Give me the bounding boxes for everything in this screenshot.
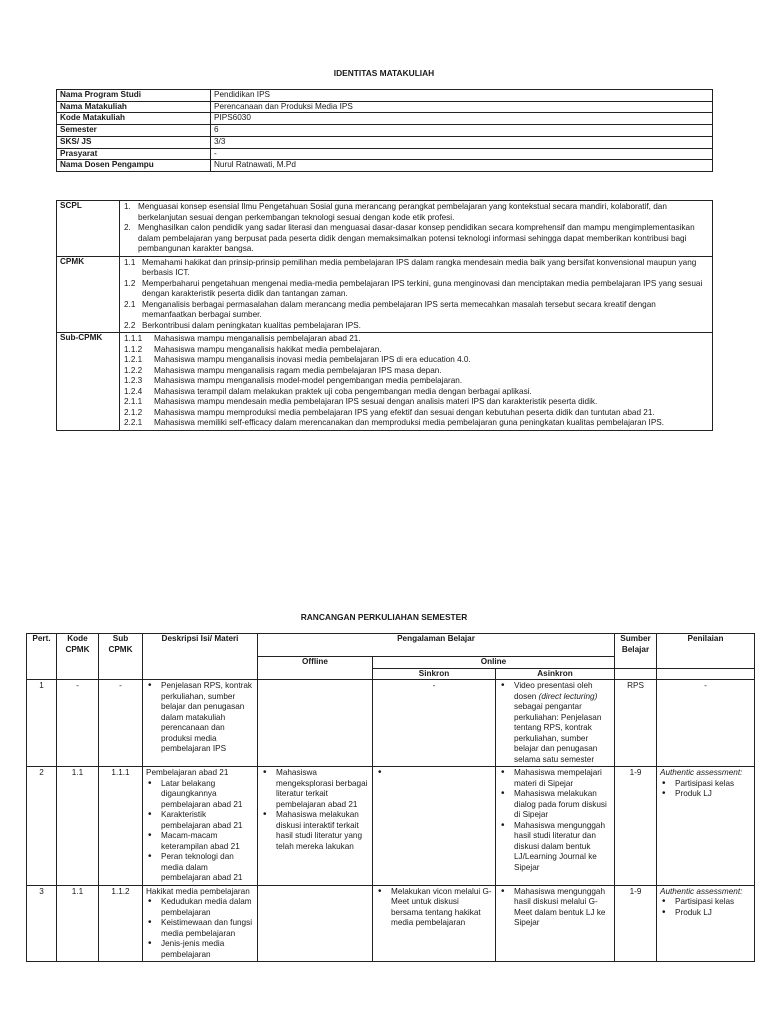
list-item: • Karakteristik pembelajaran abad 21 xyxy=(146,810,254,831)
header-empty xyxy=(615,668,657,680)
item-text: Video presentasi oleh dosen xyxy=(514,681,593,701)
rps-title: RANCANGAN PERKULIAHAN SEMESTER xyxy=(300,612,468,622)
cell-heading: Pembelajaran abad 21 xyxy=(146,768,229,777)
cell-sinkron: - xyxy=(373,680,496,767)
item-number: 1.1.2 xyxy=(124,344,143,354)
cpmk-list xyxy=(120,256,713,333)
item-text: Memahami hakikat dan prinsip-prinsip pemilihan media pembelajaran IPS dalam rangka mendesain media baik yang bersifat konvensional maupun yang berbasis ICT. xyxy=(142,257,697,277)
list-item xyxy=(124,279,708,300)
list-item: • Partisipasi kelas xyxy=(660,897,751,908)
subcpmk-list xyxy=(120,333,713,431)
list-item: • Partisipasi kelas xyxy=(660,779,751,790)
header-sinkron: Sinkron xyxy=(373,668,496,680)
table-row xyxy=(27,885,755,962)
header-asinkron: Asinkron xyxy=(496,668,615,680)
header-pengalaman-belajar: Pengalaman Belajar xyxy=(258,634,615,657)
list-item xyxy=(124,345,708,356)
item-number: 2.1.1 xyxy=(124,397,143,406)
cell-pert: 1 xyxy=(27,680,57,767)
cell-kode-cpmk: - xyxy=(57,680,99,767)
outcomes-table xyxy=(56,200,713,431)
item-number: 1.1.1 xyxy=(124,334,143,343)
item-text: Mahasiswa mampu memproduksi media pembelajaran IPS yang efektif dan sesuai dengan kebutuhan peserta didik dan tuntutan abad 21. xyxy=(154,407,655,417)
list-item: • Mahasiswa mengunggah hasil studi literatur dan diskusi dalam bentuk LJ/Learning Journal ke Sipejar xyxy=(499,821,611,874)
item-text: Berkontribusi dalam peningkatan kualitas pembelajaran IPS. xyxy=(142,320,361,330)
identity-label: Prasyarat xyxy=(57,148,211,160)
item-number: 1.2.4 xyxy=(124,386,143,396)
table-row xyxy=(27,680,755,767)
cell-pert: 2 xyxy=(27,767,57,886)
cell-penilaian xyxy=(657,767,755,886)
table-row xyxy=(57,148,713,160)
identity-label: SKS/ JS xyxy=(57,136,211,148)
list-item: • Latar belakang digaungkannya pembelajaran abad 21 xyxy=(146,779,254,811)
rps-table xyxy=(26,633,755,962)
cell-sumber: 1-9 xyxy=(615,767,657,886)
list-item: • Penjelasan RPS, kontrak perkuliahan, sumber belajar dan penugasan dalam matakuliah perencanaan dan produksi media pembelajaran IPS xyxy=(146,681,254,755)
table-row xyxy=(57,113,713,125)
table-row xyxy=(57,160,713,172)
cell-asinkron xyxy=(496,767,615,886)
cell-sinkron xyxy=(373,767,496,886)
list-item xyxy=(124,300,708,321)
identity-value: 3/3 xyxy=(211,136,713,148)
cell-kode-cpmk: 1.1 xyxy=(57,885,99,962)
cell-deskripsi xyxy=(143,767,258,886)
identity-value: Pendidikan IPS xyxy=(211,90,713,102)
list-item: • Produk LJ xyxy=(660,789,751,800)
item-number: 2.2 xyxy=(124,320,136,330)
table-row xyxy=(57,90,713,102)
list-item xyxy=(499,681,611,765)
cell-asinkron xyxy=(496,885,615,962)
list-item xyxy=(124,397,708,408)
item-number: 1.1 xyxy=(124,257,136,267)
list-item xyxy=(124,258,708,279)
scpl-row xyxy=(57,201,713,257)
list-item xyxy=(124,355,708,366)
table-row xyxy=(57,101,713,113)
header-online: Online xyxy=(373,657,615,669)
identity-value: PIPS6030 xyxy=(211,113,713,125)
cell-sumber: 1-9 xyxy=(615,885,657,962)
cell-penilaian: - xyxy=(657,680,755,767)
cpmk-label: CPMK xyxy=(57,256,120,333)
item-text: Mahasiswa mampu menganalisis hakikat media pembelajaran. xyxy=(154,344,382,354)
list-item: • Mahasiswa mengeksplorasi berbagai literatur terkait pembelajaran abad 21 xyxy=(261,768,369,810)
item-number: 2. xyxy=(124,223,131,232)
item-number: 1.2.2 xyxy=(124,365,143,375)
list-item: • Jenis-jenis media pembelajaran xyxy=(146,939,254,960)
cell-heading: Authentic assessment: xyxy=(660,886,743,896)
identity-value: Perencanaan dan Produksi Media IPS xyxy=(211,101,713,113)
list-item: • Mahasiswa mengunggah hasil diskusi melalui G-Meet dalam bentuk LJ ke Sipejar xyxy=(499,887,611,929)
header-sub-cpmk: Sub CPMK xyxy=(99,634,143,680)
list-item: • Keistimewaan dan fungsi media pembelajaran xyxy=(146,918,254,939)
identity-value: 6 xyxy=(211,125,713,137)
cell-kode-cpmk: 1.1 xyxy=(57,767,99,886)
cell-deskripsi xyxy=(143,680,258,767)
list-item xyxy=(124,376,708,387)
item-text: Memperbaharui pengetahuan mengenai media-media pembelajaran IPS terkini, guna menginovasi dan menciptakan media pembelajaran IPS yang sesuai dengan karakteristik peserta didik dan tantangan zaman. xyxy=(142,278,703,298)
list-item: • Peran teknologi dan media dalam pembelajaran abad 21 xyxy=(146,852,254,884)
item-text: Mahasiswa mampu menganalisis inovasi media pembelajaran IPS di era education 4.0. xyxy=(154,355,471,364)
cell-sub-cpmk: 1.1.1 xyxy=(99,767,143,886)
subcpmk-row xyxy=(57,333,713,431)
table-row xyxy=(27,767,755,886)
cell-sinkron xyxy=(373,885,496,962)
subcpmk-label: Sub-CPMK xyxy=(57,333,120,431)
item-text: Mahasiswa mampu mendesain media pembelajaran IPS sesuai dengan analisis materi IPS dan karakteristik peserta didik. xyxy=(154,397,598,406)
item-number: 2.1.2 xyxy=(124,407,143,417)
item-number: 1.2 xyxy=(124,278,136,288)
list-item: • Melakukan vicon melalui G-Meet untuk diskusi bersama tentang hakikat media pembelajaran xyxy=(376,887,492,929)
list-item xyxy=(124,334,708,345)
item-text: Menguasai konsep esensial Ilmu Pengetahuan Sosial guna merancang perangkat pembelajaran yang kontekstual secara mandiri, kolaboratif, dan berkelanjutan sesuai dengan perkembangan teknologi sesuai dengan kode etik profesi. xyxy=(138,202,667,222)
item-text: Mahasiswa memiliki self-efficacy dalam merencanakan dan memproduksi media pembelajaran guna peningkatan kualitas pembelajaran IPS. xyxy=(154,418,665,427)
cell-deskripsi xyxy=(143,885,258,962)
header-empty xyxy=(657,668,755,680)
table-row xyxy=(57,125,713,137)
item-text: Mahasiswa mampu menganalisis ragam media pembelajaran IPS masa depan. xyxy=(154,365,442,375)
identity-value: - xyxy=(211,148,713,160)
cell-asinkron xyxy=(496,680,615,767)
cell-offline xyxy=(258,680,373,767)
list-item: • Mahasiswa mempelajari materi di Sipejar xyxy=(499,768,611,789)
list-item: • Mahasiswa melakukan diskusi interaktif terkait hasil studi literatur yang telah mereka lakukan xyxy=(261,810,369,852)
header-offline: Offline xyxy=(258,657,373,680)
list-item xyxy=(124,418,708,429)
list-item: • Produk LJ xyxy=(660,908,751,919)
item-number: 1. xyxy=(124,202,131,211)
cell-sumber: RPS xyxy=(615,680,657,767)
list-item xyxy=(124,408,708,419)
scpl-label: SCPL xyxy=(57,201,120,257)
cell-pert: 3 xyxy=(27,885,57,962)
list-item xyxy=(124,223,708,255)
list-item xyxy=(124,202,708,223)
cell-sub-cpmk: - xyxy=(99,680,143,767)
list-item xyxy=(124,366,708,377)
header-penilaian: Penilaian xyxy=(657,634,755,669)
table-row xyxy=(57,136,713,148)
header-deskripsi: Deskripsi Isi/ Materi xyxy=(143,634,258,680)
identity-label: Nama Program Studi xyxy=(57,90,211,102)
identity-label: Nama Dosen Pengampu xyxy=(57,160,211,172)
cell-offline xyxy=(258,767,373,886)
header-row xyxy=(27,634,755,657)
item-text: Mahasiswa mampu menganalisis model-model pengembangan media pembelajaran. xyxy=(154,376,463,385)
item-text: Mahasiswa terampil dalam melakukan praktek uji coba pengembangan media dengan berbagai aplikasi. xyxy=(154,386,532,396)
cpmk-row xyxy=(57,256,713,333)
identity-label: Semester xyxy=(57,125,211,137)
item-text: Menganalisis berbagai permasalahan dalam merancang media pembelajaran IPS serta memecahkan masalah tersebut secara kreatif dengan memanfaatkan berbagai sumber. xyxy=(142,299,656,319)
header-pert: Pert. xyxy=(27,634,57,680)
item-number: 2.2.1 xyxy=(124,418,143,427)
identity-label: Kode Matakuliah xyxy=(57,113,211,125)
cell-offline xyxy=(258,885,373,962)
cell-penilaian xyxy=(657,885,755,962)
cell-sub-cpmk: 1.1.2 xyxy=(99,885,143,962)
header-kode-cpmk: Kode CPMK xyxy=(57,634,99,680)
cell-heading: Hakikat media pembelajaran xyxy=(146,886,250,896)
identity-table xyxy=(56,89,713,172)
item-text: Menghasilkan calon pendidik yang sadar literasi dan menguasai dasar-dasar konsep pendidikan secara komprehensif dan mampu mengimplementasikan dalam pembelajaran yang berpusat pada peserta didik dengan memaksimalkan potensi teknologi informasi sehingga dapat memberikan kontribusi bagi pembangunan karakter bangsa. xyxy=(138,223,695,253)
list-item: • Mahasiswa melakukan dialog pada forum diskusi di Sipejar xyxy=(499,789,611,821)
item-text: sebagai pengantar perkuliahan: Penjelasan tentang RPS, kontrak perkuliahan, sumber belajar dan penugasan selama satu semester xyxy=(514,702,602,764)
item-italic-text: (direct lecturing) xyxy=(538,691,598,701)
header-sumber-belajar: Sumber Belajar xyxy=(615,634,657,669)
item-number: 1.2.1 xyxy=(124,355,143,364)
item-number: 1.2.3 xyxy=(124,376,143,385)
list-item: • Macam-macam keterampilan abad 21 xyxy=(146,831,254,852)
identity-label: Nama Matakuliah xyxy=(57,101,211,113)
item-text: Mahasiswa mampu menganalisis pembelajaran abad 21. xyxy=(154,334,361,343)
item-number: 2.1 xyxy=(124,299,136,309)
identity-title: IDENTITAS MATAKULIAH xyxy=(333,68,435,78)
list-item: • Kedudukan media dalam pembelajaran xyxy=(146,897,254,918)
identity-value: Nurul Ratnawati, M.Pd xyxy=(211,160,713,172)
list-item xyxy=(124,321,708,332)
cell-heading: Authentic assessment: xyxy=(660,768,743,777)
list-item xyxy=(124,387,708,398)
scpl-list xyxy=(120,201,713,257)
